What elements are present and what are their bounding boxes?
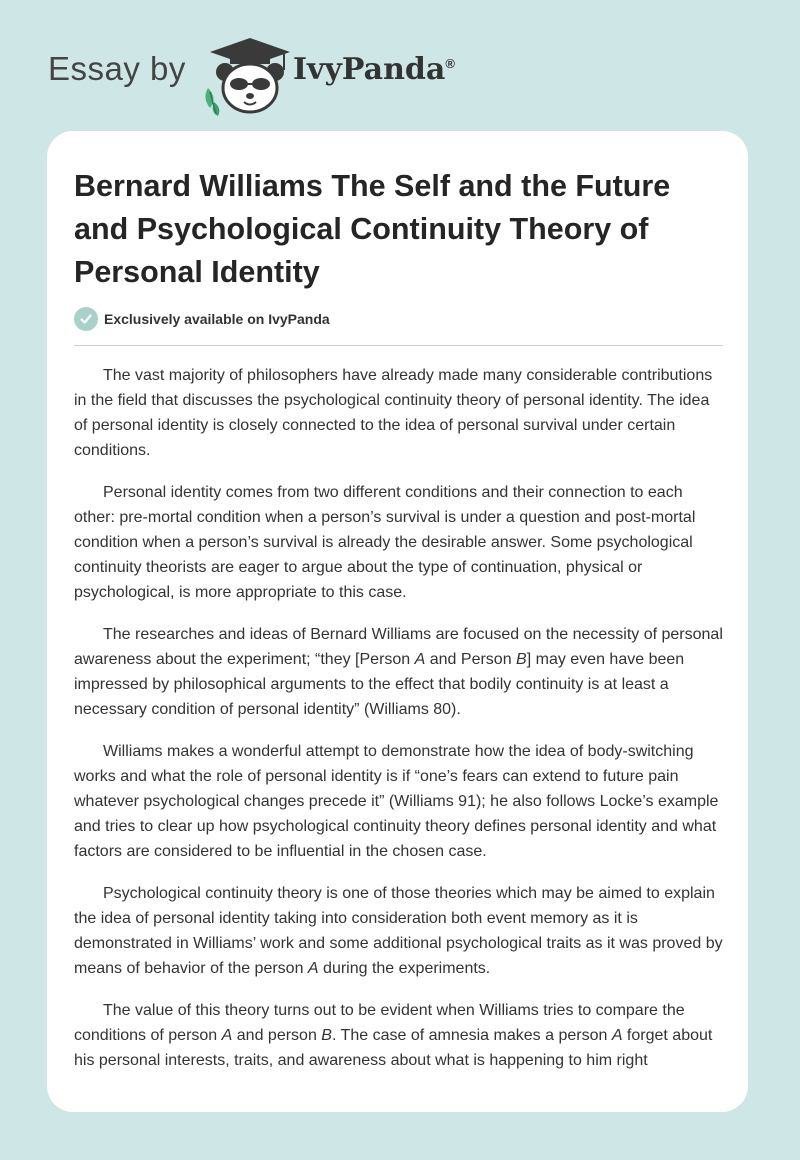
essay-title: Bernard Williams The Self and the Future and Psychological Continuity Theory of Personal Identity <box>74 169 671 289</box>
exclusive-badge <box>74 306 330 332</box>
essay-card <box>47 131 748 1112</box>
paragraph-text: Psychological continuity theory is one of those theories which may be aimed to explain the idea of personal identity taking into consideration both event memory as it is demonstrated in Williams’ work and some additional psychological traits as it was proved by means of behavior of the person <box>74 885 723 977</box>
brand-text: IvyPanda <box>293 52 446 87</box>
paragraph-text: and person <box>232 1027 322 1044</box>
exclusive-badge-label: Exclusively available on IvyPanda <box>104 311 330 327</box>
paragraph-text: and Person <box>425 651 517 668</box>
paragraph-text: forget about his personal interests, traits, and awareness about what is happening to him right <box>74 1027 713 1069</box>
essay-by-label: Essay by <box>48 50 186 87</box>
paragraph-text: ] may even have been impressed by philosophical arguments to the effect that bodily continuity is at least a necessary condition of personal identity” (Williams 80). <box>74 651 685 718</box>
italic-text: B <box>321 1027 332 1044</box>
essay-paragraph <box>74 480 724 605</box>
paragraph-text: Williams makes a wonderful attempt to demonstrate how the idea of body-switching works and what the role of personal identity is if “one’s fears can extend to future pain whatever psychological changes precede it” (Williams 91); he also follows Locke’s example and tries to clear up how psychological continuity theory defines personal identity and what factors are considered to be influential in the chosen case. <box>74 743 719 860</box>
italic-text: B <box>516 651 527 668</box>
paragraph-text: The researches and ideas of Bernard Williams are focused on the necessity of personal awareness about the experiment; “they [Person <box>74 626 723 668</box>
registered-mark: ® <box>445 56 455 71</box>
essay-paragraph <box>74 998 724 1073</box>
paragraph-text: The vast majority of philosophers have already made many considerable contributions in the field that discusses the psychological continuity theory of personal identity. The idea of personal identity is closely connected to the idea of personal survival under certain conditions. <box>74 367 713 459</box>
paragraph-text: . The case of amnesia makes a person <box>331 1027 612 1044</box>
italic-text: A <box>611 1027 623 1044</box>
brand-name[interactable] <box>293 52 455 87</box>
essay-body <box>74 363 724 1090</box>
essay-paragraph <box>74 622 724 722</box>
site-header <box>0 30 800 120</box>
italic-text: A <box>307 960 319 977</box>
paragraph-text: during the experiments. <box>318 960 491 977</box>
paragraph-text: Personal identity comes from two different conditions and their connection to each other: pre-mortal condition when a person’s survival is under a question and post-mortal condition when a person’s survival is already the desirable answer. Some psychological continuity theorists are eager to argue about the type of continuation, physical or psychological, is more appropriate to this case. <box>74 484 696 601</box>
italic-text: A <box>221 1027 233 1044</box>
essay-paragraph <box>74 739 724 864</box>
essay-paragraph <box>74 363 724 463</box>
paragraph-text: The value of this theory turns out to be evident when Williams tries to compare the conditions of person <box>74 1002 685 1044</box>
check-circle-icon <box>74 307 98 331</box>
italic-text: A <box>414 651 426 668</box>
panda-graduate-icon[interactable] <box>200 36 300 116</box>
essay-paragraph <box>74 881 724 981</box>
divider <box>74 345 723 346</box>
